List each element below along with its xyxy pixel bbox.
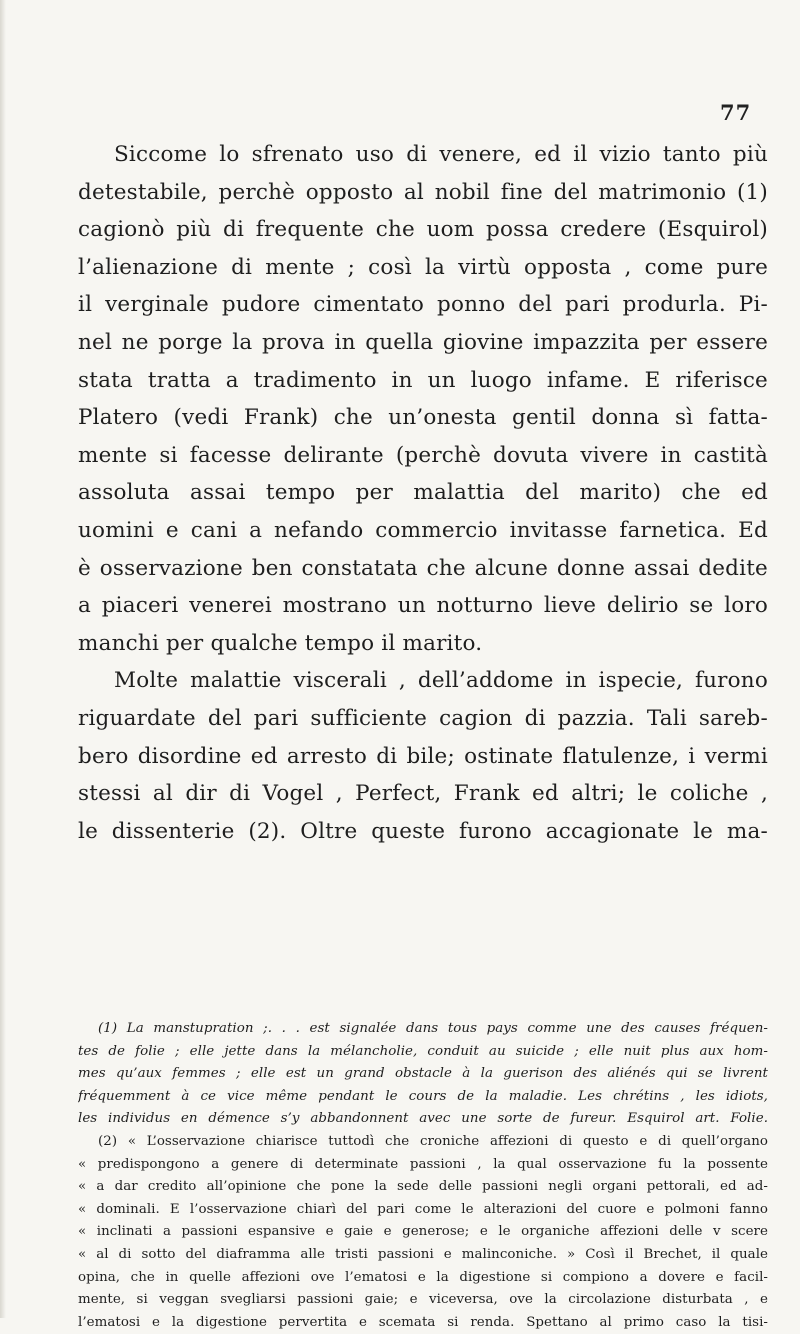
text-line: bero disordine ed arresto di bile; ostinate flatulenze, i vermi	[78, 743, 768, 769]
footnote-line: les individus en démence s’y abbandonnent avec une sorte de fureur. Esquirol art. Folie.	[78, 1111, 768, 1127]
text-line: il verginale pudore cimentato ponno del pari produrla. Pi-	[78, 292, 768, 318]
text-line: manchi per qualche tempo il marito.	[78, 630, 483, 656]
text-line: cagionò più di frequente che uom possa credere (Esquirol)	[78, 217, 768, 243]
text-line: uomini e cani a nefando commercio invitasse farnetica. Ed	[78, 517, 768, 543]
text-line: le dissenterie (2). Oltre queste furono accagionate le ma-	[78, 818, 768, 844]
footnote-line: « predispongono a genere di determinate passioni , la qual osservazione fu la possente	[78, 1156, 768, 1172]
text-line: stessi al dir di Vogel , Perfect, Frank ed altri; le coliche ,	[78, 781, 768, 807]
binding-edge-shadow	[0, 0, 6, 1318]
text-line: detestabile, perchè opposto al nobil fine del matrimonio (1)	[78, 179, 768, 205]
footnote-line: « inclinati a passioni espansive e gaie e generose; e le organiche affezioni delle v scere	[78, 1224, 768, 1240]
text-line: stata tratta a tradimento in un luogo infame. E riferisce	[78, 367, 768, 393]
text-line: assoluta assai tempo per malattia del marito) che ed	[78, 480, 768, 506]
footnote-line: (1) La manstupration ;. . . est signalée dans tous pays comme une des causes fréquen-	[98, 1021, 768, 1036]
footnote-line: « a dar credito all’opinione che pone la sede delle passioni negli organi pettorali, ed ad-	[78, 1179, 768, 1195]
footnote-line: fréquemment à ce vice même pendant le cours de la maladie. Les chrétins , les idiots,	[78, 1088, 768, 1104]
text-line: è osservazione ben constatata che alcune donne assai dedite	[78, 555, 768, 581]
text-line: mente si facesse delirante (perchè dovuta vivere in castità	[78, 442, 768, 468]
footnote-line: mes qu’aux femmes ; elle est un grand obstacle à la guerison des aliénés qui se livrent	[78, 1066, 768, 1082]
footnotes	[78, 1018, 768, 1334]
footnote-line: (2) « L’osservazione chiarisce tuttodì che croniche affezioni di questo e di quell’organo	[98, 1133, 768, 1149]
page-number: 77	[720, 100, 752, 125]
text-line: Molte malattie viscerali , dell’addome in ispecie, furono	[114, 668, 768, 694]
text-line: nel ne porge la prova in quella giovine impazzita per essere	[78, 329, 768, 355]
footnote-line: tes de folie ; elle jette dans la mélancholie, conduit au suicide ; elle nuit plus aux hom-	[78, 1043, 768, 1059]
footnote-line: « dominali. E l’osservazione chiarì del pari come le alterazioni del cuore e polmoni fanno	[78, 1201, 768, 1217]
footnote-line: « al di sotto del diaframma alle tristi passioni e malinconiche. » Così il Brechet, il quale	[78, 1246, 768, 1262]
text-line: Siccome lo sfrenato uso di venere, ed il vizio tanto più	[114, 142, 768, 167]
text-line: l’alienazione di mente ; così la virtù opposta , come pure	[78, 254, 768, 280]
footnote-line: l’ematosi e la digestione pervertita e scemata si renda. Spettano al primo caso la tisi-	[78, 1314, 768, 1330]
main-text	[78, 136, 768, 850]
text-line: riguardate del pari sufficiente cagion di pazzia. Tali sareb-	[78, 705, 768, 731]
text-line: a piaceri venerei mostrano un notturno lieve delirio se loro	[78, 593, 768, 619]
text-line: Platero (vedi Frank) che un’onesta gentil donna sì fatta-	[78, 405, 768, 431]
footnote-line: mente, si veggan svegliarsi passioni gaie; e viceversa, ove la circolazione disturbata , e	[78, 1292, 768, 1308]
footnote-line: opina, che in quelle affezioni ove l’ematosi e la digestione si compiono a dovere e facil-	[78, 1269, 768, 1285]
